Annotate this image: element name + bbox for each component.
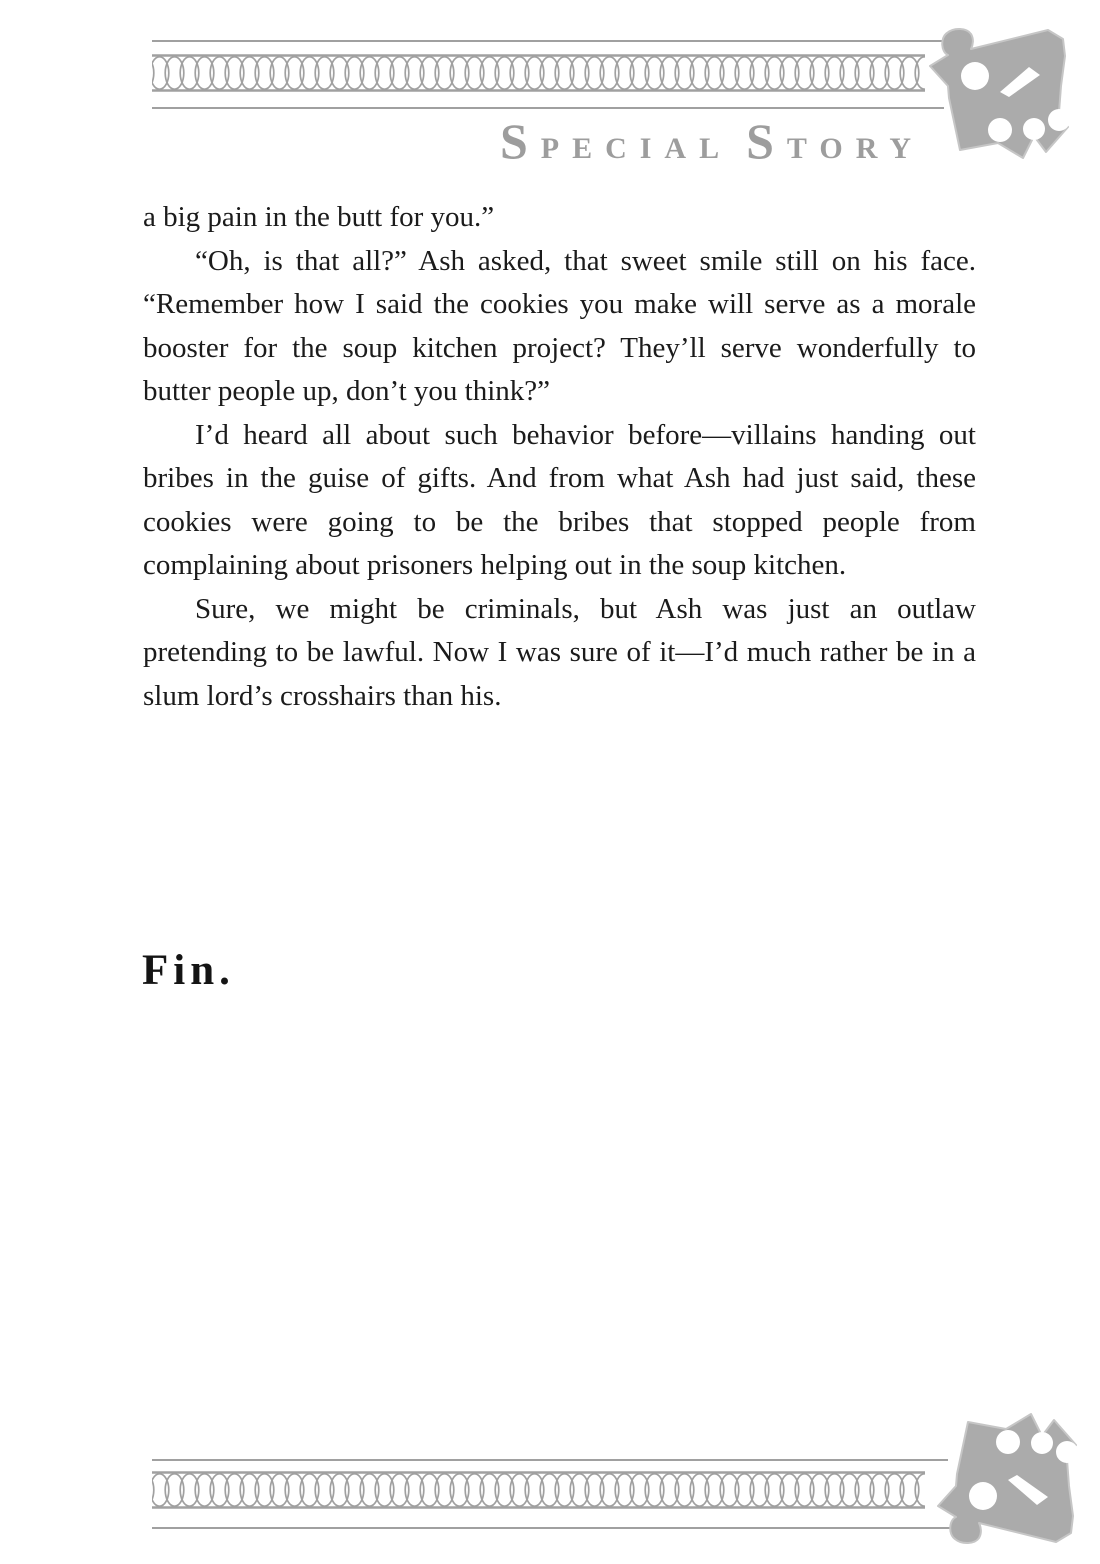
story-paragraph: Sure, we might be criminals, but Ash was just an outlaw pretending to be lawful. Now I was sure of it—I’d much rather be in a slum lord’s crosshairs than his. bbox=[143, 592, 976, 712]
bottom-border-outer-line bbox=[152, 1527, 952, 1529]
title-word1-rest: PECIAL bbox=[540, 132, 733, 165]
crown-ornament-icon bbox=[936, 1386, 1078, 1548]
crown-ornament-icon bbox=[928, 24, 1070, 186]
story-paragraph: a big pain in the butt for you.” bbox=[143, 201, 495, 233]
title-word2-initial: S bbox=[746, 113, 787, 169]
title-word1-initial: S bbox=[499, 113, 541, 169]
bottom-border-inner-line bbox=[152, 1459, 948, 1461]
story-paragraph: I’d heard all about such behavior before—villains handing out bribes in the guise of gifts. And from what Ash had just said, these cookies were going to be the bribes that stopped people from complaining about prisoners helping out in the soup kitchen. bbox=[143, 418, 976, 581]
top-chain-border bbox=[152, 54, 925, 92]
top-border-outer-line bbox=[152, 40, 952, 42]
fin-label: Fin. bbox=[142, 947, 235, 994]
top-border-inner-line bbox=[152, 107, 944, 109]
title-word2-rest: TORY bbox=[786, 132, 924, 165]
story-text bbox=[143, 196, 976, 718]
page-title bbox=[499, 113, 924, 169]
story-paragraph: “Oh, is that all?” Ash asked, that sweet smile still on his face. “Remember how I said the cookies you make will serve as a morale booster for the soup kitchen project? They’ll serve wonderfully to butter people up, don’t you think?” bbox=[143, 244, 976, 407]
bottom-chain-border bbox=[152, 1471, 925, 1509]
